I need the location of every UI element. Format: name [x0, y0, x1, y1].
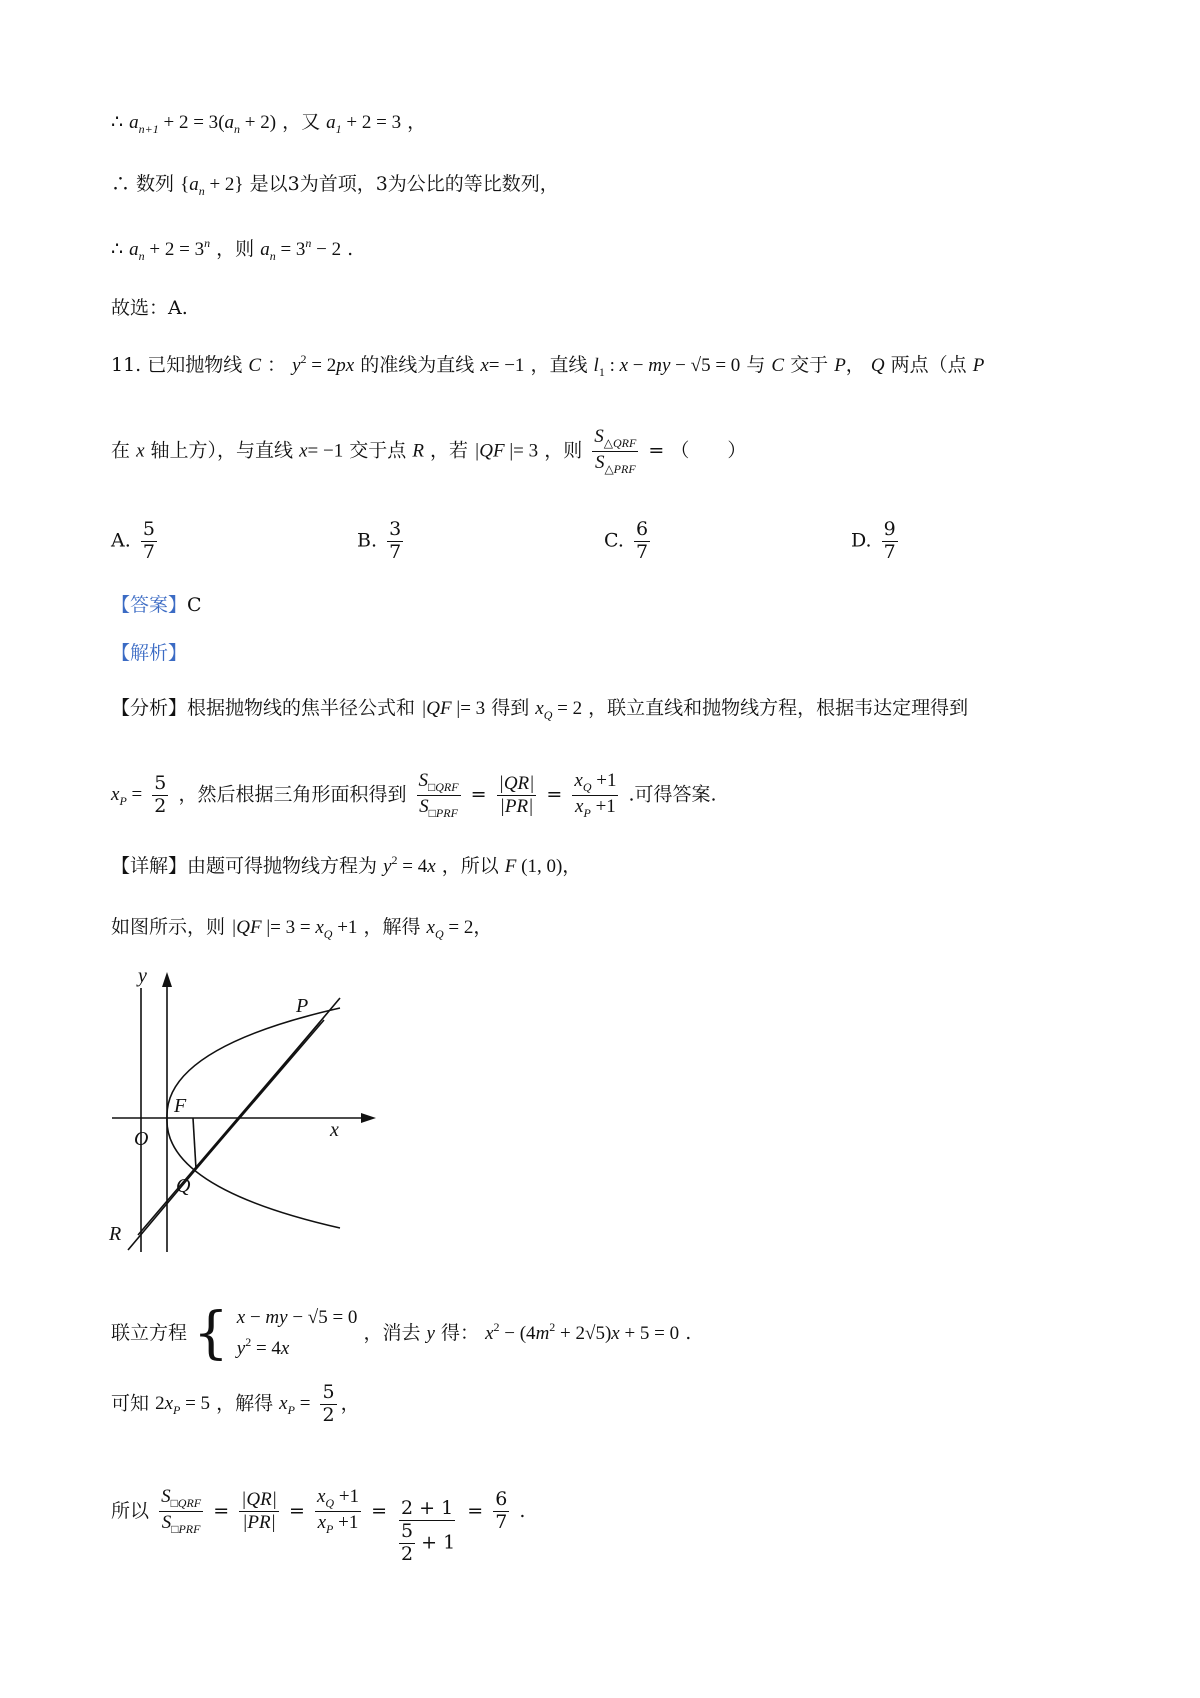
option-fraction: $\frac{5}{7}$: [142, 518, 155, 563]
x-axis-arrow: [361, 1113, 376, 1123]
text-segment: 两点（点: [890, 354, 967, 376]
label-y: y: [138, 965, 147, 987]
label-x: x: [330, 1119, 339, 1141]
answer-tag: 【答案】: [111, 594, 188, 616]
length-ratio: $\frac{|QR|}{|PR|}$: [498, 772, 535, 817]
math-line-l1: $l_1$ : x − my − √5 = 0: [593, 355, 741, 379]
text-segment: .: [347, 238, 354, 260]
option-b[interactable]: [357, 519, 407, 564]
therefore-symbol: ∴: [111, 111, 124, 133]
option-label: C.: [604, 529, 624, 552]
math-recurrence: $a_{n+1} + 2 = 3(a_n + 2)$: [129, 112, 277, 136]
math-QF-eq: |QF |= $3 = x_Q +1$: [231, 917, 358, 941]
analysis-tag: 【解析】: [111, 642, 188, 664]
text-segment: ，所以: [441, 855, 499, 877]
math-P: P: [834, 355, 846, 376]
choose-line: 故选：A.: [111, 297, 188, 319]
area-ratio: $\frac{S_{□QRF}}{S_{□PRF}}$: [161, 1486, 202, 1537]
label-O: O: [134, 1128, 149, 1150]
coord-ratio: $\frac{x_Q +1}{x_P +1}$: [316, 1486, 360, 1537]
math-x: x: [136, 440, 145, 462]
text-segment: 得：: [441, 1321, 480, 1344]
text-segment: ，若: [430, 439, 469, 462]
text-segment: .可得答案.: [628, 783, 717, 806]
text-segment: .: [685, 1321, 692, 1344]
math-C: C: [771, 355, 785, 376]
text-segment: ，然后根据三角形面积得到: [178, 783, 407, 806]
option-fraction: $\frac{9}{7}$: [883, 518, 896, 563]
math-directrix: x= −1: [299, 440, 344, 462]
math-directrix: x= −1: [480, 355, 525, 376]
text-segment: ，则: [216, 238, 255, 260]
text-segment: 如图所示，则: [111, 916, 226, 938]
text-segment: ，解得: [363, 916, 421, 938]
y-axis-arrow: [162, 972, 172, 987]
math-P: P: [972, 355, 985, 376]
math-QF: |QF |= 3: [421, 698, 486, 719]
math-xQ: $x_Q = 2$: [535, 698, 583, 722]
fraction-5-2: $\frac{5}{2}$: [322, 1381, 335, 1426]
math-quadratic: $x^2 - (4m^2 + 2√5)x + 5 = 0$: [485, 1319, 680, 1344]
option-label: B.: [357, 529, 378, 552]
math-initial: $a_1 + 2 = 3$: [326, 112, 402, 136]
system-brace: {: [193, 1300, 229, 1366]
option-label: D.: [851, 529, 872, 552]
xiangjie-line: [111, 854, 581, 876]
final-line: 所以 $\frac{S_{□QRF}}{S_{□PRF}}$ = $\frac{|QR|}{|PR|}$ = $\frac{x_Q +1}{x_P +1}$ = 2 + 1 $\frac{5}{2}$ + 1 = $\frac{6}{7}$ .: [111, 1486, 526, 1565]
xiangjie-tag: 【详解】: [111, 855, 188, 877]
math-2xP: $2x_P = 5$: [155, 1393, 211, 1418]
answer-value: C: [187, 594, 202, 616]
kezhi-line: [111, 1382, 360, 1427]
label-R: R: [109, 1223, 122, 1245]
text-segment: 与: [746, 354, 766, 376]
therefore-symbol: ∴: [111, 238, 124, 260]
text-segment: .: [519, 1499, 526, 1522]
text-segment: 是以3为首项，3为公比的等比数列，: [249, 173, 559, 195]
derivation-line-2: [111, 175, 559, 197]
text-segment: 的准线为直线: [360, 354, 475, 376]
line-RP: [138, 1022, 320, 1235]
option-label: A.: [111, 529, 131, 552]
math-formula: $a_n + 2 = 3^n$: [129, 236, 211, 263]
area-ratio-fraction: $\frac{S_{\triangle QRF}}{S_{\triangle PRF}}$: [594, 426, 637, 476]
equation-system: x − my − √5 = 0 $y^2 = 4x$: [236, 1307, 358, 1360]
text-segment: ，消去: [363, 1321, 421, 1344]
text-segment: （ ）: [670, 439, 747, 462]
option-fraction: $\frac{6}{7}$: [635, 518, 649, 563]
option-fraction: $\frac{3}{7}$: [389, 518, 402, 563]
label-P: P: [296, 995, 309, 1017]
math-result: $a_n = 3^n - 2$: [260, 236, 342, 263]
label-F: F: [174, 1095, 187, 1117]
fraction-5-2: $\frac{5}{2}$: [154, 771, 167, 817]
text-segment: ，则: [544, 439, 583, 462]
text-segment: ，: [340, 1392, 360, 1415]
math-Q: Q: [870, 355, 885, 376]
parabola-figure: [100, 960, 400, 1260]
text-segment: ，直线: [530, 354, 588, 376]
text-segment: 可知: [111, 1392, 150, 1415]
text-segment: 所以: [111, 1499, 150, 1522]
text-segment: 联立方程: [111, 1321, 188, 1344]
derivation-line-3: [111, 237, 353, 262]
text-segment: ，又: [282, 111, 321, 133]
math-xP: $x_P$ =: [111, 784, 143, 809]
math-R: R: [412, 440, 424, 462]
segment-QP: [196, 1020, 324, 1169]
fenxi-line-1: [111, 699, 968, 721]
text-segment: ，: [407, 111, 427, 133]
text-segment: ，解得: [216, 1392, 274, 1415]
option-a[interactable]: [111, 519, 161, 564]
answer-line: [111, 596, 202, 615]
option-c[interactable]: [604, 519, 654, 564]
math-parabola: $y^2 = 2px$: [292, 352, 355, 376]
text-segment: ，联立直线和抛物线方程，根据韦达定理得到: [588, 697, 969, 719]
text-segment: 交于点: [349, 439, 407, 462]
math-parabola-eq: $y^2 = 4x$: [383, 853, 436, 877]
math-xQ: $x_Q = 2$: [426, 917, 474, 941]
text-segment: 得到: [491, 697, 530, 719]
result-fraction: $\frac{6}{7}$: [495, 1488, 508, 1534]
text-segment: 轴上方），与直线: [150, 439, 294, 462]
numeric-ratio: 2 + 1 $\frac{5}{2}$ + 1: [401, 1497, 456, 1565]
text-segment: ∴ 数列: [111, 173, 175, 195]
label-Q: Q: [176, 1175, 191, 1197]
question-line-2: 在 x 轴上方），与直线 x= −1 交于点 R ，若 |QF |= 3 ，则 $\frac{S_{\triangle QRF}}{S_{\triangle PRF}}$ = （ ）: [111, 426, 747, 476]
math-focus: F (1, 0): [504, 856, 563, 877]
option-d[interactable]: [851, 519, 902, 564]
text-segment: ，: [562, 855, 582, 877]
figure-intro-line: [111, 918, 492, 940]
math-C: C: [248, 355, 262, 376]
text-segment: 已知抛物线: [147, 354, 243, 376]
segment-FQ: [193, 1118, 196, 1169]
math-QF: |QF |= 3: [474, 440, 539, 462]
derivation-line-1: [111, 113, 426, 135]
math-y: y: [426, 1322, 435, 1344]
question-line-1: 11. 已知抛物线 C ： $y^2 = 2px$ 的准线为直线 x= −1 ，直线 $l_1$ : x − my − √5 = 0 与 C 交于 P， Q 两点（点 P: [111, 352, 985, 379]
coord-ratio: $\frac{x_Q +1}{x_P +1}$: [574, 770, 617, 820]
length-ratio: $\frac{|QR|}{|PR|}$: [241, 1489, 277, 1534]
text-segment: ，: [473, 916, 493, 938]
text-segment: 由题可得抛物线方程为: [187, 855, 378, 877]
fenxi-line-2: $x_P$ = $\frac{5}{2}$ ，然后根据三角形面积得到 $\frac{S_{□QRF}}{S_{□PRF}}$ = $\frac{|QR|}{|PR|}$ = $\frac{x_Q +1}{x_P +1}$ .可得答案.: [111, 770, 717, 820]
math-sequence: $\{a_n + 2\}$: [180, 174, 244, 198]
system-line: [111, 1300, 692, 1366]
question-number: 11.: [111, 354, 142, 376]
text-segment: 根据抛物线的焦半径公式和: [187, 697, 416, 719]
text-segment: 交于: [790, 354, 829, 376]
text-segment: 在: [111, 439, 131, 462]
area-ratio: $\frac{S_{□QRF}}{S_{□PRF}}$: [418, 770, 459, 820]
math-xP: $x_P$ =: [279, 1393, 311, 1418]
fenxi-tag: 【分析】: [111, 697, 188, 719]
